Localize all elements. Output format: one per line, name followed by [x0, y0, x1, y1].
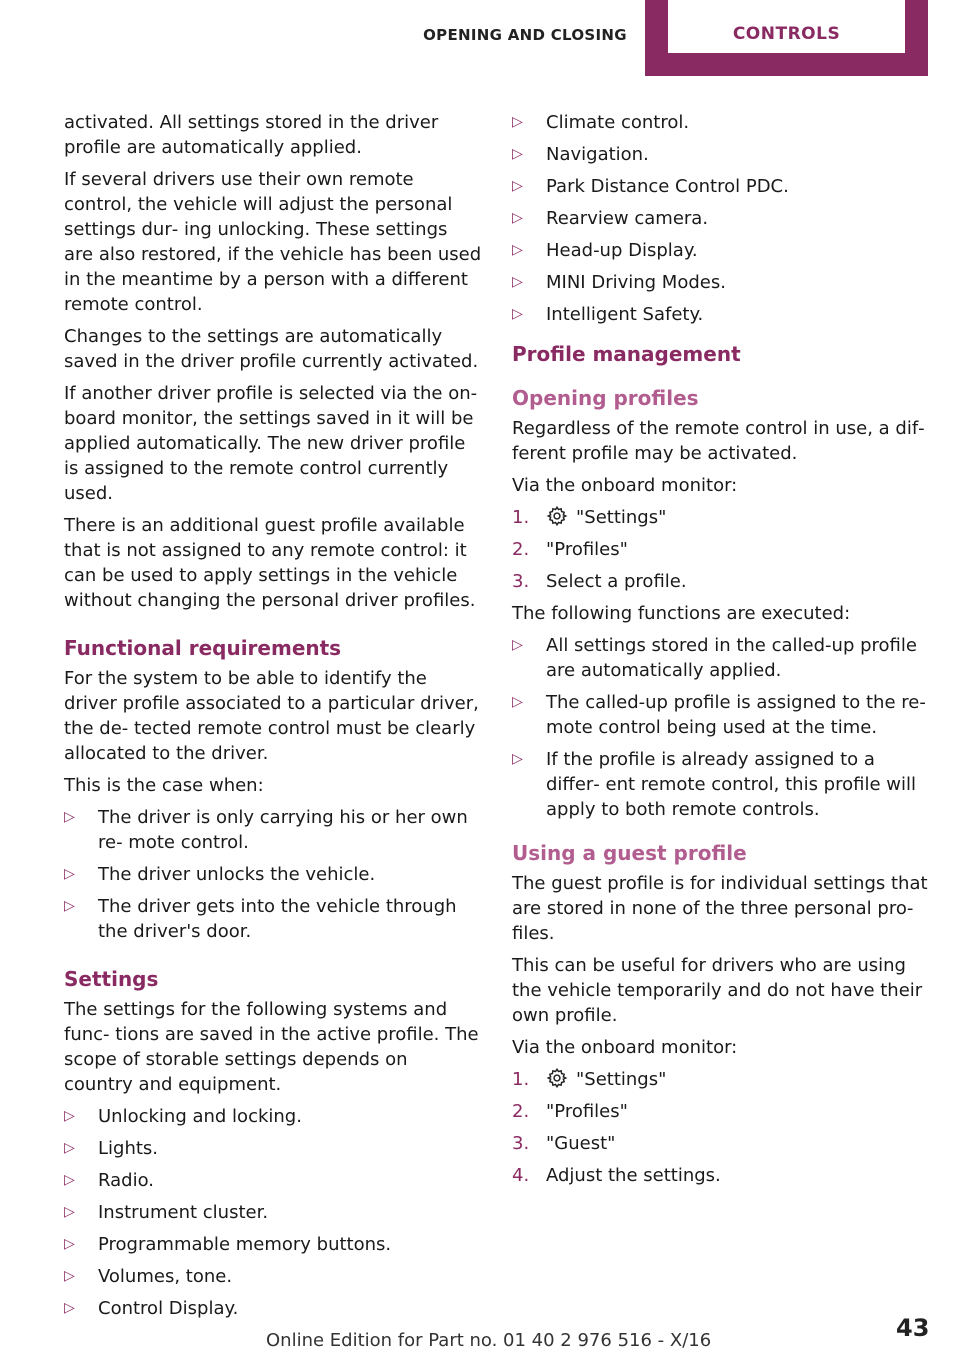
list-item: 3. Select a profile. [512, 571, 687, 592]
header-section-title: OPENING AND CLOSING [423, 26, 627, 44]
list-item: ▷ If the profile is already assigned to a differ‐ ent remote control, this profile will apply to both remote controls. [512, 749, 916, 820]
list-item: ▷ Lights. [64, 1138, 159, 1159]
triangle-bullet-icon: ▷ [64, 1236, 75, 1252]
paragraph: For the system to be able to identify the driver profile associated to a particular driver, the de‐ tected remote control must be clearly allocated to the driver. [64, 668, 479, 764]
list-item: 2. "Profiles" [512, 1101, 628, 1122]
triangle-bullet-icon: ▷ [64, 1268, 75, 1284]
triangle-bullet-icon: ▷ [64, 1140, 75, 1156]
footer-edition: Online Edition for Part no. 01 40 2 976 516 - X/16 [266, 1330, 712, 1351]
triangle-bullet-icon: ▷ [512, 274, 523, 290]
list-item: ▷ Volumes, tone. [64, 1266, 233, 1287]
paragraph: Regardless of the remote control in use, a dif‐ ferent profile may be activated. [512, 418, 925, 464]
paragraph: The following functions are executed: [512, 603, 851, 624]
page-number: 43 [896, 1314, 930, 1342]
heading-functional-requirements: Functional requirements [64, 636, 342, 660]
paragraph: Via the onboard monitor: [512, 1037, 738, 1058]
list-item: ▷ Control Display. [64, 1298, 239, 1319]
list-item: 3. "Guest" [512, 1133, 616, 1154]
triangle-bullet-icon: ▷ [64, 1204, 75, 1220]
triangle-bullet-icon: ▷ [512, 694, 523, 710]
list-item: ▷ MINI Driving Modes. [512, 272, 726, 293]
paragraph: This is the case when: [64, 775, 264, 796]
triangle-bullet-icon: ▷ [512, 178, 523, 194]
triangle-bullet-icon: ▷ [512, 146, 523, 162]
triangle-bullet-icon: ▷ [64, 1172, 75, 1188]
executed-functions-list [512, 633, 930, 822]
list-item: ▷ Unlocking and locking. [64, 1106, 302, 1127]
settings-list [64, 1104, 482, 1321]
paragraph: If several drivers use their own remote control, the vehicle will adjust the personal settings dur‐ ing unlocking. These settings are also restored, if the vehicle has been used in the meantime by a person with a different remote control. [64, 169, 482, 315]
heading-profile-management: Profile management [512, 342, 741, 366]
chapter-title: CONTROLS [732, 24, 841, 44]
list-item: ▷ Navigation. [512, 144, 649, 165]
list-item: 1. "Settings" [512, 507, 667, 528]
heading-guest-profile: Using a guest profile [512, 841, 747, 865]
settings-gear-icon [546, 1067, 568, 1089]
heading-settings: Settings [64, 967, 159, 991]
triangle-bullet-icon: ▷ [64, 898, 75, 914]
triangle-bullet-icon: ▷ [512, 114, 523, 130]
triangle-bullet-icon: ▷ [64, 1300, 75, 1316]
list-item: ▷ Climate control. [512, 112, 690, 133]
list-item: ▷ The driver gets into the vehicle through the driver's door. [64, 896, 457, 942]
chapter-tab [645, 0, 928, 76]
left-column [64, 110, 482, 1328]
triangle-bullet-icon: ▷ [512, 210, 523, 226]
list-item: ▷ All settings stored in the called-up profile are automatically applied. [512, 635, 917, 681]
triangle-bullet-icon: ▷ [512, 242, 523, 258]
paragraph: The guest profile is for individual settings that are stored in none of the three personal pro‐ files. [512, 873, 928, 944]
requirements-list [64, 805, 482, 944]
list-item: ▷ Radio. [64, 1170, 154, 1191]
triangle-bullet-icon: ▷ [512, 306, 523, 322]
right-column [512, 110, 930, 1195]
triangle-bullet-icon: ▷ [64, 1108, 75, 1124]
paragraph: There is an additional guest profile available that is not assigned to any remote control: it can be used to apply settings in the vehicle without changing the personal driver profiles. [64, 515, 476, 611]
paragraph: If another driver profile is selected via the on‐ board monitor, the settings saved in it will be applied automatically. The new driver profile is assigned to the remote control currently used. [64, 383, 478, 504]
list-item: ▷ Intelligent Safety. [512, 304, 704, 325]
list-item: 4. Adjust the settings. [512, 1165, 721, 1186]
list-item: ▷ Head-up Display. [512, 240, 698, 261]
heading-opening-profiles: Opening profiles [512, 386, 699, 410]
list-item: ▷ The called-up profile is assigned to the re‐ mote control being used at the time. [512, 692, 926, 738]
settings-list-continued [512, 110, 930, 327]
triangle-bullet-icon: ▷ [64, 809, 75, 825]
list-item: ▷ Programmable memory buttons. [64, 1234, 392, 1255]
settings-gear-icon [546, 505, 568, 527]
triangle-bullet-icon: ▷ [512, 751, 523, 767]
list-item: 2. "Profiles" [512, 539, 628, 560]
opening-steps [512, 505, 930, 594]
paragraph: This can be useful for drivers who are using the vehicle temporarily and do not have their own profile. [512, 955, 923, 1026]
list-item: 1. "Settings" [512, 1069, 667, 1090]
list-item: ▷ The driver unlocks the vehicle. [64, 864, 376, 885]
list-item: ▷ Instrument cluster. [64, 1202, 269, 1223]
guest-steps [512, 1067, 930, 1188]
paragraph: activated. All settings stored in the driver profile are automatically applied. [64, 112, 439, 158]
list-item: ▷ The driver is only carrying his or her own re‐ mote control. [64, 807, 468, 853]
list-item: ▷ Park Distance Control PDC. [512, 176, 789, 197]
paragraph: Via the onboard monitor: [512, 475, 738, 496]
list-item: ▷ Rearview camera. [512, 208, 709, 229]
triangle-bullet-icon: ▷ [64, 866, 75, 882]
paragraph: The settings for the following systems and func‐ tions are saved in the active profile. The scope of storable settings depends on country and equipment. [64, 999, 479, 1095]
triangle-bullet-icon: ▷ [512, 637, 523, 653]
paragraph: Changes to the settings are automatically saved in the driver profile currently activated. [64, 326, 479, 372]
